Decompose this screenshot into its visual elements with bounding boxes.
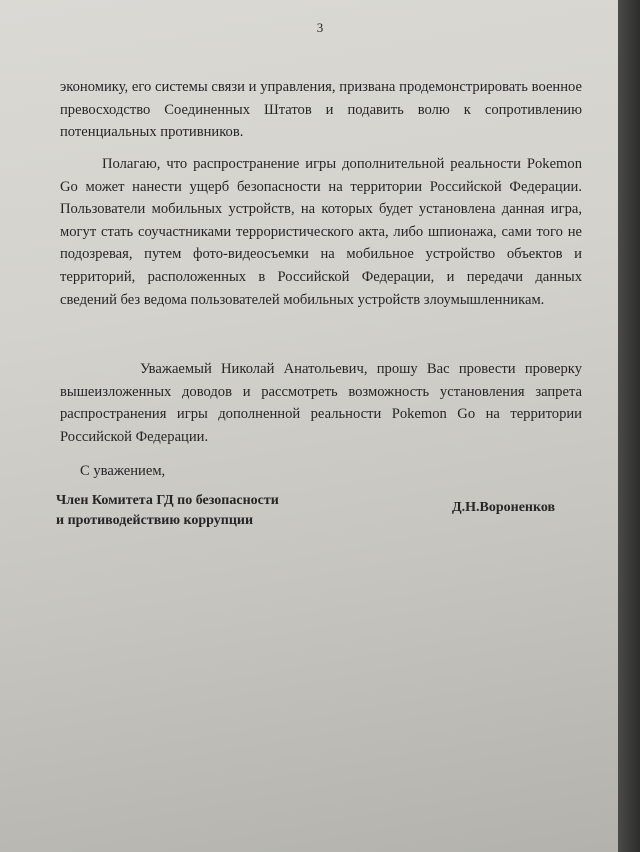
signer-name: Д.Н.Вороненков [452,500,556,515]
signer-title-line-2: и противодействию коррупции [56,513,254,528]
paragraph-1: экономику, его системы связи и управления, призвана продемонстрировать военное превосходство Соединенных Штатов и подавить волю к сопротивлению потенциальных противников. [60,79,582,141]
signer-title [56,491,279,531]
page-edge-shadow [618,0,640,852]
paragraph-3: Уважаемый Николай Анатольевич, прошу Вас провести проверку вышеизложенных доводов и рассмотреть возможность установления запрета распространения игры дополненной реальности Pokemon Go на территории Российской Федерации. [60,361,582,445]
closing-salutation: С уважением, [80,463,166,479]
signer-title-line-1: Член Комитета ГД по безопасности [56,493,279,508]
paragraph-2: Полагаю, что распространение игры дополнительной реальности Pokemon Go может нанести ущерб безопасности на территории Российской Федерации. Пользователи мобильных устройств, на которых будет установлена данная игра, могут стать соучастниками террористического акта, либо шпионажа, сами того не подозревая, путем фото-видеосъемки на мобильное устройство объектов и территорий, расположенных в Российской Федерации, и передачи данных сведений без ведома пользователей мобильных устройств злоумышленникам. [60,156,582,308]
page-number: 3 [316,20,324,35]
